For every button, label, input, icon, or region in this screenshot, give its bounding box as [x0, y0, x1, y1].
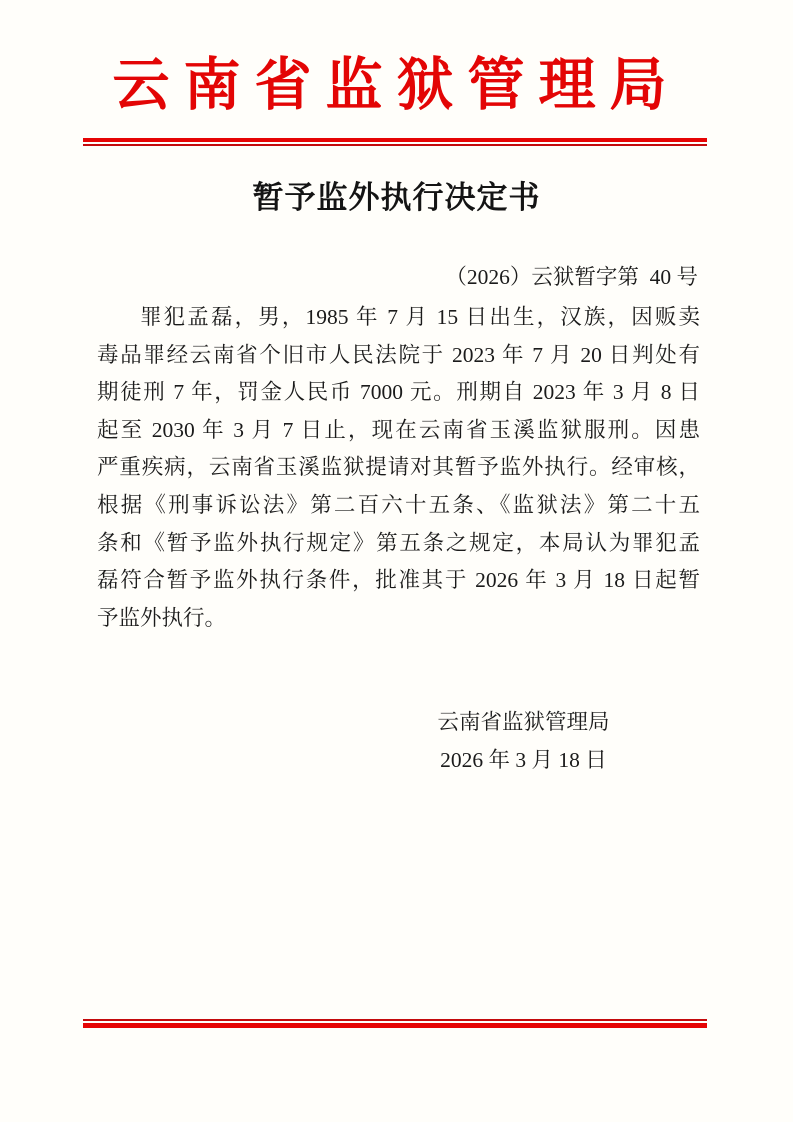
body-line: 磊符合暂予监外执行条件，批准其于 2026 年 3 月 18 日起暂 [97, 568, 700, 593]
rule-top-thick-line [83, 138, 707, 142]
document-number: （2026）云狱暂字第 40 号 [445, 265, 698, 289]
body-line: 期徒刑 7 年，罚金人民币 7000 元。刑期自 2023 年 3 月 8 日 [97, 380, 700, 405]
signature-date: 2026 年 3 月 18 日 [440, 748, 607, 772]
body-line: 条和《暂予监外执行规定》第五条之规定，本局认为罪犯孟 [97, 530, 700, 555]
body-line: 予监外执行。 [97, 605, 227, 630]
rule-top-thin-line [83, 144, 707, 146]
document-body [97, 299, 700, 637]
body-line: 起至 2030 年 3 月 7 日止，现在云南省玉溪监狱服刑。因患 [97, 417, 700, 442]
letterhead-double-rule [83, 138, 707, 146]
body-line: 根据《刑事诉讼法》第二百六十五条、《监狱法》第二十五 [97, 492, 700, 517]
letterhead-agency-name: 云南省监狱管理局 [112, 54, 681, 117]
signature-block [357, 703, 690, 779]
body-line: 严重疾病，云南省玉溪监狱提请对其暂予监外执行。经审核， [97, 455, 700, 480]
document-title: 暂予监外执行决定书 [252, 180, 541, 215]
rule-bottom-thick-line [83, 1023, 707, 1028]
rule-bottom-thin-line [83, 1019, 707, 1021]
signature-agency: 云南省监狱管理局 [437, 710, 610, 734]
footer-double-rule [83, 1019, 707, 1028]
body-line: 罪犯孟磊，男，1985 年 7 月 15 日出生，汉族，因贩卖 [140, 305, 700, 329]
body-line: 毒品罪经云南省个旧市人民法院于 2023 年 7 月 20 日判处有 [97, 342, 700, 367]
